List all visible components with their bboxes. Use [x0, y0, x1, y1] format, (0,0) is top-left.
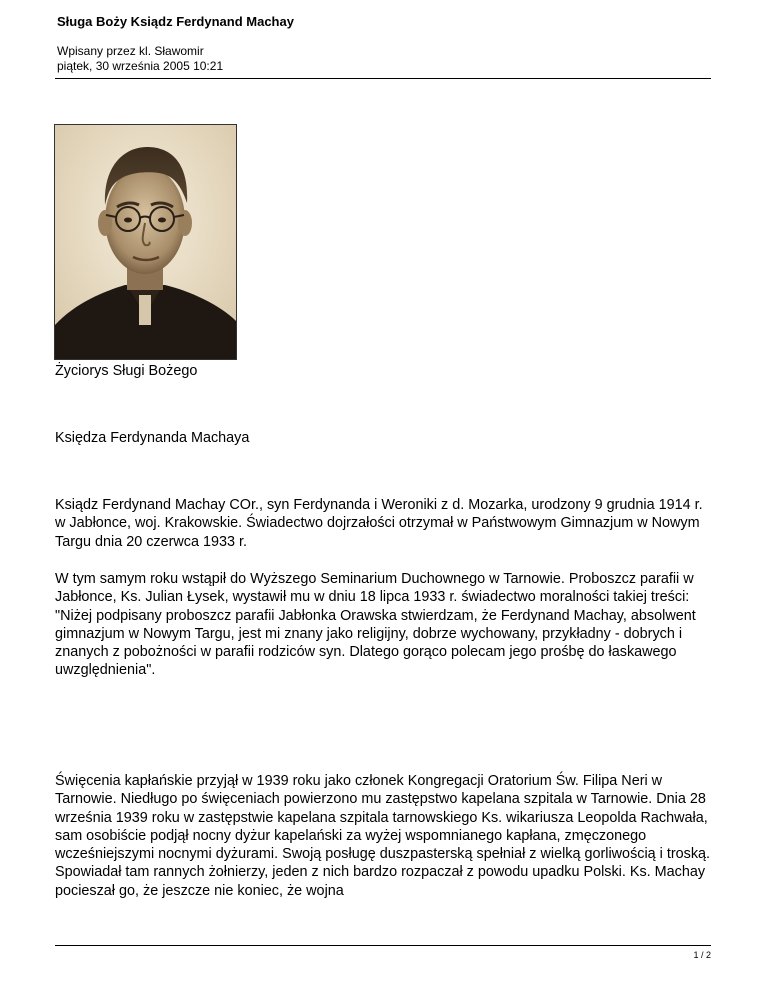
- portrait-photo: [54, 124, 237, 360]
- biography-subheading: Księdza Ferdynanda Machaya: [55, 430, 250, 446]
- footer-divider: [55, 945, 711, 946]
- document-title: Sługa Boży Ksiądz Ferdynand Machay: [57, 14, 294, 29]
- paragraph-ordination: Święcenia kapłańskie przyjął w 1939 roku jako członek Kongregacji Oratorium Św. Filipa Neri w Tarnowie. Niedługo po święceniach powierzono mu zastępstwo kapelana szpitala w Tarnowie. Dnia 28 września 1939 roku w zastępstwie kapelana szpitala tarnowskiego Ks. wikariusza Leopolda Rachwała, sam osobiście podjął nocny dyżur kapelański za wyżej wspomnianego kapłana, zmęczonego wcześniejszymi nocnymi dyżurami. Swoją posługę duszpasterską spełniał z wielką gorliwością i troską. Spowiadał tam rannych żołnierzy, jeden z nich bardzo rozpaczał z powodu upadku Polski. Ks. Machay pocieszał go, że jeszcze nie koniec, że wojna: [55, 773, 711, 899]
- document-meta: [57, 44, 223, 74]
- page-number: 1 / 2: [693, 950, 711, 960]
- paragraph-birth: Ksiądz Ferdynand Machay COr., syn Ferdynanda i Weroniki z d. Mozarka, urodzony 9 grudnia 1914 r. w Jabłonce, woj. Krakowskie. Świadectwo dojrzałości otrzymał w Państwowym Gimnazjum w Nowym Targu dnia 20 czerwca 1933 r.: [55, 497, 703, 550]
- portrait-illustration: [55, 125, 236, 359]
- author-line: Wpisany przez kl. Sławomir: [57, 44, 204, 58]
- paragraph-seminary: W tym samym roku wstąpił do Wyższego Seminarium Duchownego w Tarnowie. Proboszcz parafii w Jabłonce, Ks. Julian Łysek, wystawił mu w dniu 18 lipca 1933 r. świadectwo moralności takiej treści: "Niżej podpisany proboszcz parafii Jabłonka Orawska stwierdzam, że Ferdynand Machay, absolwent gimnazjum w Nowym Targu, jest mi znany jako religijny, dobrze wychowany, przykładny - dobrych i znanych z pobożności w parafii rodziców syn. Dlatego gorąco polecam jego prośbę do łaskawego uwzględnienia".: [55, 571, 696, 679]
- date-line: piątek, 30 września 2005 10:21: [57, 59, 224, 73]
- header-divider: [55, 78, 711, 79]
- biography-heading: Życiorys Sługi Bożego: [55, 363, 198, 379]
